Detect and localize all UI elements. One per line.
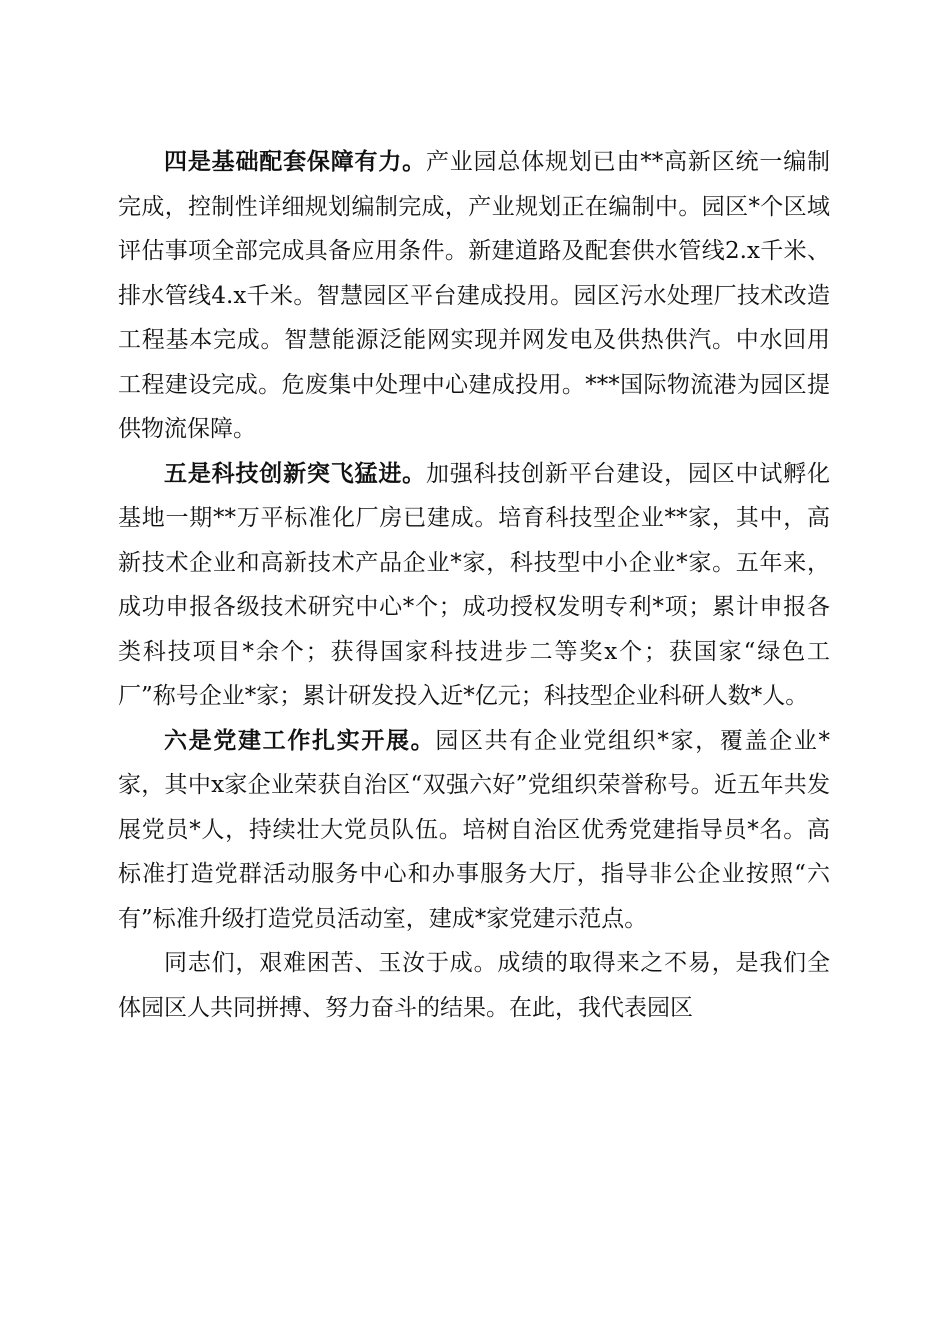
paragraph-party-building [118, 719, 830, 942]
paragraph-body: 同志们，艰难困苦、玉汝于成。成绩的取得来之不易，是我们全体园区人共同拼搏、努力奋斗的结果。在此，我代表园区 [118, 950, 830, 1021]
paragraph-innovation [118, 452, 830, 719]
paragraph-closing [118, 941, 830, 1030]
paragraph-infrastructure [118, 140, 830, 452]
paragraph-body: 产业园总体规划已由**高新区统一编制完成，控制性详细规划编制完成，产业规划正在编制中。园区*个区域评估事项全部完成具备应用条件。新建道路及配套供水管线2.x千米、排水管线4.x千米。智慧园区平台建成投用。园区污水处理厂技术改造工程基本完成。智慧能源泛能网实现并网发电及供热供汽。中水回用工程建设完成。危废集中处理中心建成投用。***国际物流港为园区提供物流保障。 [118, 149, 831, 442]
paragraph-heading: 四是基础配套保障有力。 [164, 148, 426, 175]
paragraph-body: 园区共有企业党组织*家，覆盖企业*家，其中x家企业荣获自治区“双强六好”党组织荣誉称号。近五年共发展党员*人，持续壮大党员队伍。培树自治区优秀党建指导员*名。高标准打造党群活动服务中心和办事服务大厅，指导非公企业按照“六有”标准升级打造党员活动室，建成*家党建示范点。 [118, 727, 831, 932]
paragraph-heading: 五是科技创新突飞猛进。 [164, 459, 426, 487]
document-page [118, 140, 830, 1030]
paragraph-heading: 六是党建工作扎实开展。 [164, 726, 436, 754]
paragraph-body: 加强科技创新平台建设，园区中试孵化基地一期**万平标准化厂房已建成。培育科技型企业**家，其中，高新技术企业和高新技术产品企业*家，科技型中小企业*家。五年来，成功申报各级技术研究中心*个；成功授权发明专利*项；累计申报各类科技项目*余个；获得国家科技进步二等奖x个；获国家“绿色工厂”称号企业*家；累计研发投入近*亿元；科技型企业科研人数*人。 [118, 460, 831, 709]
